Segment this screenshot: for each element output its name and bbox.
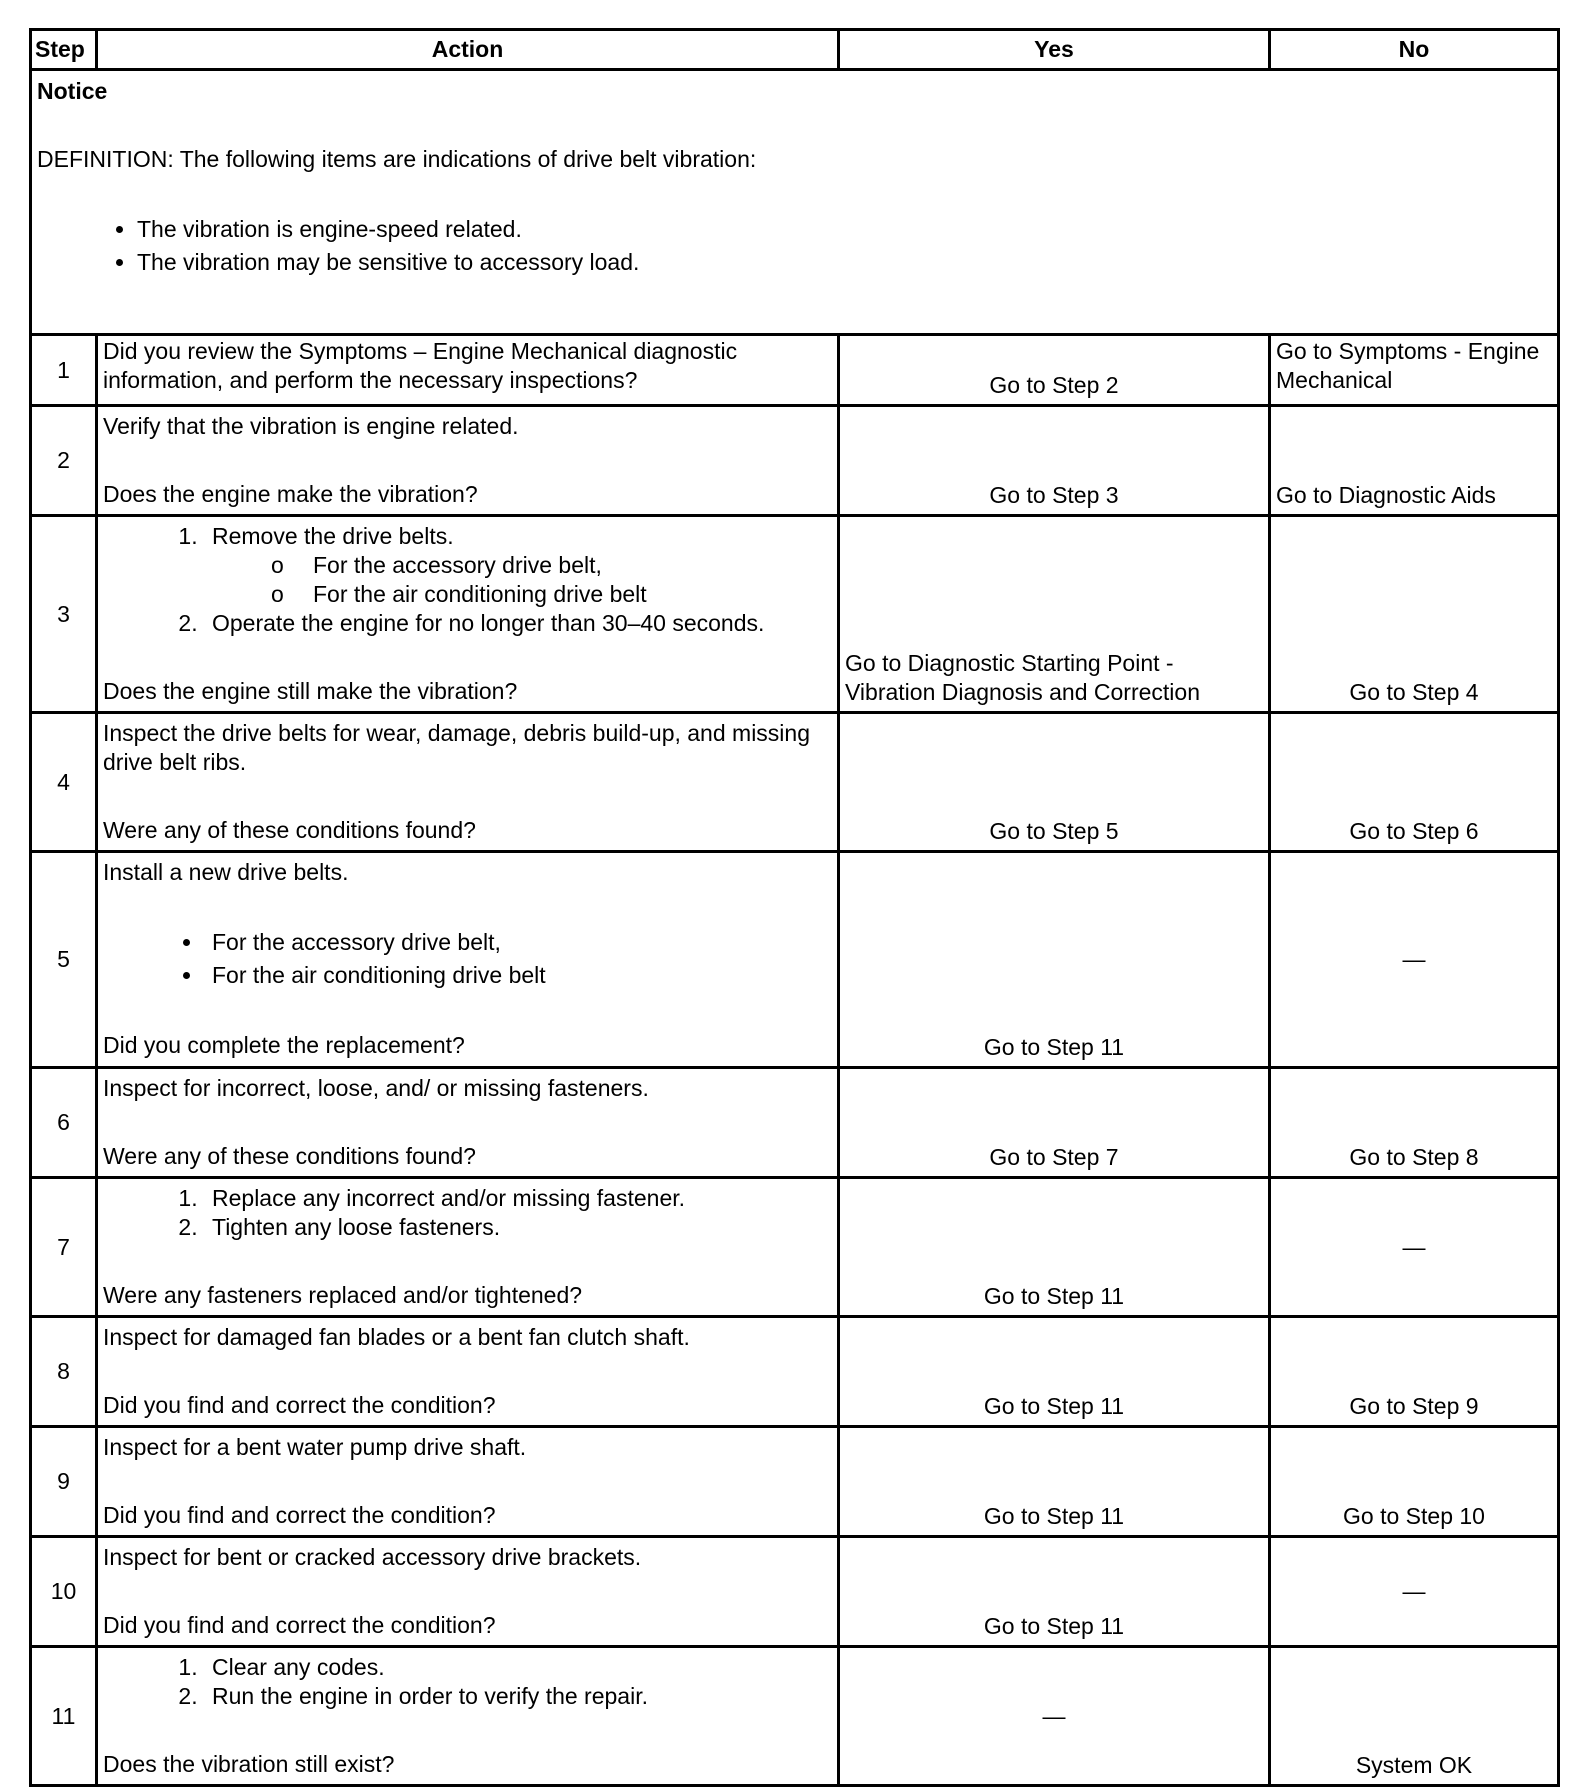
notice-definition: DEFINITION: The following items are indications of drive belt vibration:: [37, 146, 757, 172]
step-instruction: Inspect for bent or cracked accessory drive brackets.: [103, 1544, 642, 1570]
step-yes: Go to Step 3: [839, 406, 1270, 516]
step-action: [97, 1178, 839, 1317]
step-action: [97, 1317, 839, 1427]
table-row: [31, 713, 1559, 852]
step-yes: Go to Step 2: [839, 335, 1270, 406]
list-item: 1. Replace any incorrect and/or missing fastener.: [204, 1184, 832, 1213]
table-row: [31, 852, 1559, 1068]
step-number: 2: [31, 406, 97, 516]
table-row: [31, 1317, 1559, 1427]
list-item-text: Remove the drive belts.: [212, 523, 454, 549]
step-instruction: Inspect the drive belts for wear, damage, debris build-up, and missing drive belt ribs.: [103, 720, 810, 775]
step-question: Did you find and correct the condition?: [103, 1392, 496, 1418]
list-item: • For the accessory drive belt,: [204, 926, 832, 959]
step-instruction: Inspect for incorrect, loose, and/ or missing fasteners.: [103, 1075, 649, 1101]
step-list: [103, 1653, 832, 1711]
step-no: Go to Diagnostic Aids: [1270, 406, 1559, 516]
step-number: 10: [31, 1537, 97, 1647]
table-row: [31, 335, 1559, 406]
sub-list-item: [271, 580, 832, 609]
step-number: 1: [31, 335, 97, 406]
notice-item: • The vibration may be sensitive to accessory load.: [137, 246, 1552, 279]
step-question: Did you find and correct the condition?: [103, 1502, 496, 1528]
step-action: [97, 1068, 839, 1178]
step-bullets: [103, 926, 832, 992]
step-number: 4: [31, 713, 97, 852]
step-no: Go to Step 8: [1270, 1068, 1559, 1178]
step-no: Go to Step 4: [1270, 516, 1559, 713]
step-no: Go to Symptoms - Engine Mechanical: [1270, 335, 1559, 406]
step-action: [97, 516, 839, 713]
step-list: [103, 522, 832, 638]
header-step: Step: [31, 30, 97, 70]
sub-list-item: [271, 551, 832, 580]
step-yes: Go to Step 7: [839, 1068, 1270, 1178]
step-number: 3: [31, 516, 97, 713]
step-yes: Go to Step 11: [839, 1178, 1270, 1317]
step-no: Go to Step 9: [1270, 1317, 1559, 1427]
step-no: —: [1270, 852, 1559, 1068]
step-instruction: Did you review the Symptoms – Engine Mechanical diagnostic information, and perform the necessary inspections?: [103, 338, 738, 393]
step-question: Were any of these conditions found?: [103, 817, 476, 843]
step-question: Does the engine make the vibration?: [103, 481, 478, 507]
step-no: System OK: [1270, 1647, 1559, 1786]
step-number: 6: [31, 1068, 97, 1178]
header-no: No: [1270, 30, 1559, 70]
step-yes: Go to Step 11: [839, 852, 1270, 1068]
list-item: 2. Operate the engine for no longer than 30–40 seconds.: [204, 609, 832, 638]
sub-list-text: For the air conditioning drive belt: [313, 581, 647, 607]
step-question: Did you find and correct the condition?: [103, 1612, 496, 1638]
table-row: [31, 1068, 1559, 1178]
circle-bullet-icon: o: [271, 552, 284, 578]
table-row: [31, 1647, 1559, 1786]
step-number: 11: [31, 1647, 97, 1786]
notice-title: Notice: [37, 78, 108, 104]
step-no: —: [1270, 1178, 1559, 1317]
step-action: [97, 335, 839, 406]
table-row: [31, 1537, 1559, 1647]
step-yes: Go to Step 11: [839, 1537, 1270, 1647]
list-item: [204, 522, 832, 609]
step-question: Did you complete the replacement?: [103, 1032, 465, 1058]
notice-cell: [31, 70, 1559, 335]
list-item: 2. Run the engine in order to verify the repair.: [204, 1682, 832, 1711]
step-list: [103, 1184, 832, 1242]
notice-list: [37, 213, 1552, 279]
step-action: [97, 406, 839, 516]
sub-list-text: For the accessory drive belt,: [313, 552, 602, 578]
step-question: Were any of these conditions found?: [103, 1143, 476, 1169]
step-question: Does the engine still make the vibration?: [103, 678, 518, 704]
step-question: Does the vibration still exist?: [103, 1751, 395, 1777]
step-no: Go to Step 10: [1270, 1427, 1559, 1537]
step-action: [97, 1537, 839, 1647]
step-instruction: Verify that the vibration is engine related.: [103, 413, 519, 439]
header-action: Action: [97, 30, 839, 70]
step-action: [97, 713, 839, 852]
notice-row: [31, 70, 1559, 335]
step-instruction: Inspect for damaged fan blades or a bent fan clutch shaft.: [103, 1324, 690, 1350]
step-instruction: Install a new drive belts.: [103, 859, 349, 885]
table-row: [31, 1178, 1559, 1317]
table-row: [31, 516, 1559, 713]
step-yes: Go to Step 5: [839, 713, 1270, 852]
circle-bullet-icon: o: [271, 581, 284, 607]
sub-list: [212, 551, 832, 609]
diagnostic-table: [29, 28, 1560, 1787]
step-action: [97, 1427, 839, 1537]
step-question: Were any fasteners replaced and/or tightened?: [103, 1282, 583, 1308]
step-instruction: Inspect for a bent water pump drive shaft.: [103, 1434, 527, 1460]
table-row: [31, 406, 1559, 516]
step-yes: Go to Step 11: [839, 1427, 1270, 1537]
table-row: [31, 1427, 1559, 1537]
list-item: 2. Tighten any loose fasteners.: [204, 1213, 832, 1242]
step-yes: —: [839, 1647, 1270, 1786]
step-no: Go to Step 6: [1270, 713, 1559, 852]
notice-item: • The vibration is engine-speed related.: [137, 213, 1552, 246]
header-yes: Yes: [839, 30, 1270, 70]
header-row: [31, 30, 1559, 70]
step-number: 9: [31, 1427, 97, 1537]
step-yes: Go to Step 11: [839, 1317, 1270, 1427]
step-number: 8: [31, 1317, 97, 1427]
list-item: • For the air conditioning drive belt: [204, 959, 832, 992]
step-action: [97, 1647, 839, 1786]
step-yes: Go to Diagnostic Starting Point - Vibration Diagnosis and Correction: [839, 516, 1270, 713]
step-number: 7: [31, 1178, 97, 1317]
step-no: —: [1270, 1537, 1559, 1647]
step-action: [97, 852, 839, 1068]
step-number: 5: [31, 852, 97, 1068]
list-item: 1. Clear any codes.: [204, 1653, 832, 1682]
